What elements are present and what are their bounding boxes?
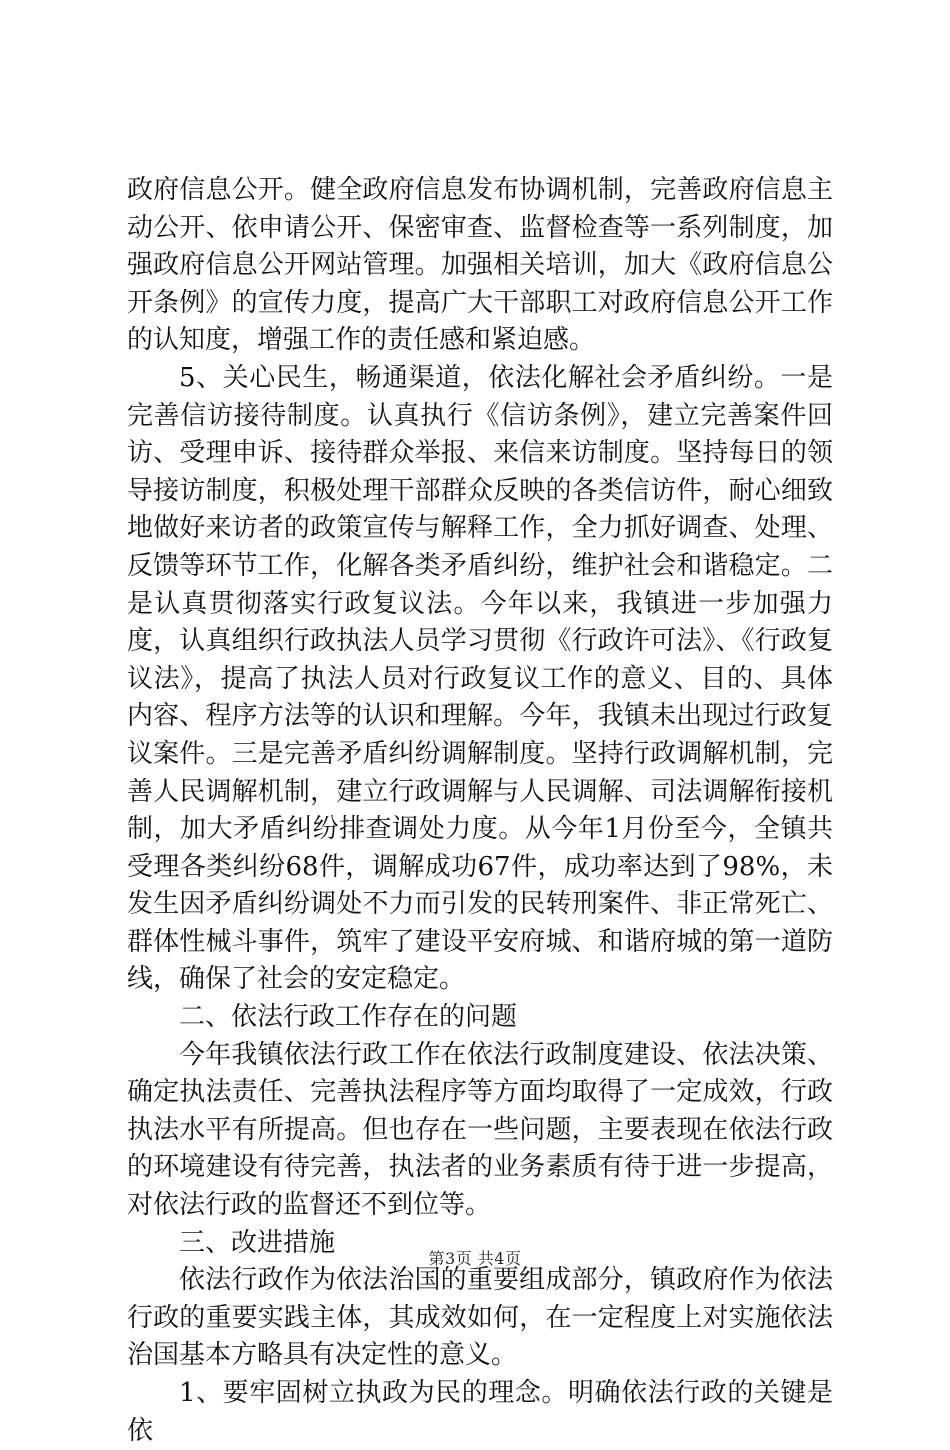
paragraph-measures: 依法行政作为依法治国的重要组成部分，镇政府作为依法行政的重要实践主体，其成效如何，在一定程度上对实施依法治国基本方略具有决定性的意义。 (127, 1265, 833, 1371)
paragraph-item-5: 5、关心民生，畅通渠道，依法化解社会矛盾纠纷。一是完善信访接待制度。认真执行《信访条例》，建立完善案件回访、受理申诉、接待群众举报、来信来访制度。坚持每日的领导接访制度，积极处理干部群众反映的各类信访件，耐心细致地做好来访者的政策宣传与解释工作，全力抓好调查、处理、反馈等环节工作，化解各类矛盾纠纷，维护社会和谐稳定。二是认真贯彻落实行政复议法。今年以来，我镇进一步加强力度，认真组织行政执法人员学习贯彻《行政许可法》、《行政复议法》，提高了执法人员对行政复议工作的意义、目的、具体内容、程序方法等的认识和理解。今年，我镇未出现过行政复议案件。三是完善矛盾纠纷调解制度。坚持行政调解机制，完善人民调解机制，建立行政调解与人民调解、司法调解衔接机制，加大矛盾纠纷排查调处力度。从今年1月份至今，全镇共受理各类纠纷68件，调解成功67件，成功率达到了98%，未发生因矛盾纠纷调处不力而引发的民转刑案件、非正常死亡、群体性械斗事件，筑牢了建设平安府城、和谐府城的第一道防线，确保了社会的安定稳定。 (127, 362, 833, 995)
paragraph-item-1: 1、要牢固树立执政为民的理念。明确依法行政的关键是依 (127, 1378, 833, 1446)
section-heading-problems: 二、依法行政工作存在的问题 (179, 1002, 518, 1033)
page-number-footer: 第3页 共4页 (428, 1249, 522, 1268)
paragraph-continued: 政府信息公开。健全政府信息发布协调机制，完善政府信息主动公开、依申请公开、保密审查、监督检查等一系列制度，加强政府信息公开网站管理。加强相关培训，加大《政府信息公开条例》的宣传力度，提高广大干部职工对政府信息公开工作的认知度，增强工作的责任感和紧迫感。 (127, 175, 833, 356)
paragraph-problems: 今年我镇依法行政工作在依法行政制度建设、依法决策、确定执法责任、完善执法程序等方面均取得了一定成效，行政执法水平有所提高。但也存在一些问题，主要表现在依法行政的环境建设有待完善，执法者的业务素质有待于进一步提高，对依法行政的监督还不到位等。 (127, 1039, 833, 1221)
section-heading-measures: 三、改进措施 (179, 1227, 336, 1258)
